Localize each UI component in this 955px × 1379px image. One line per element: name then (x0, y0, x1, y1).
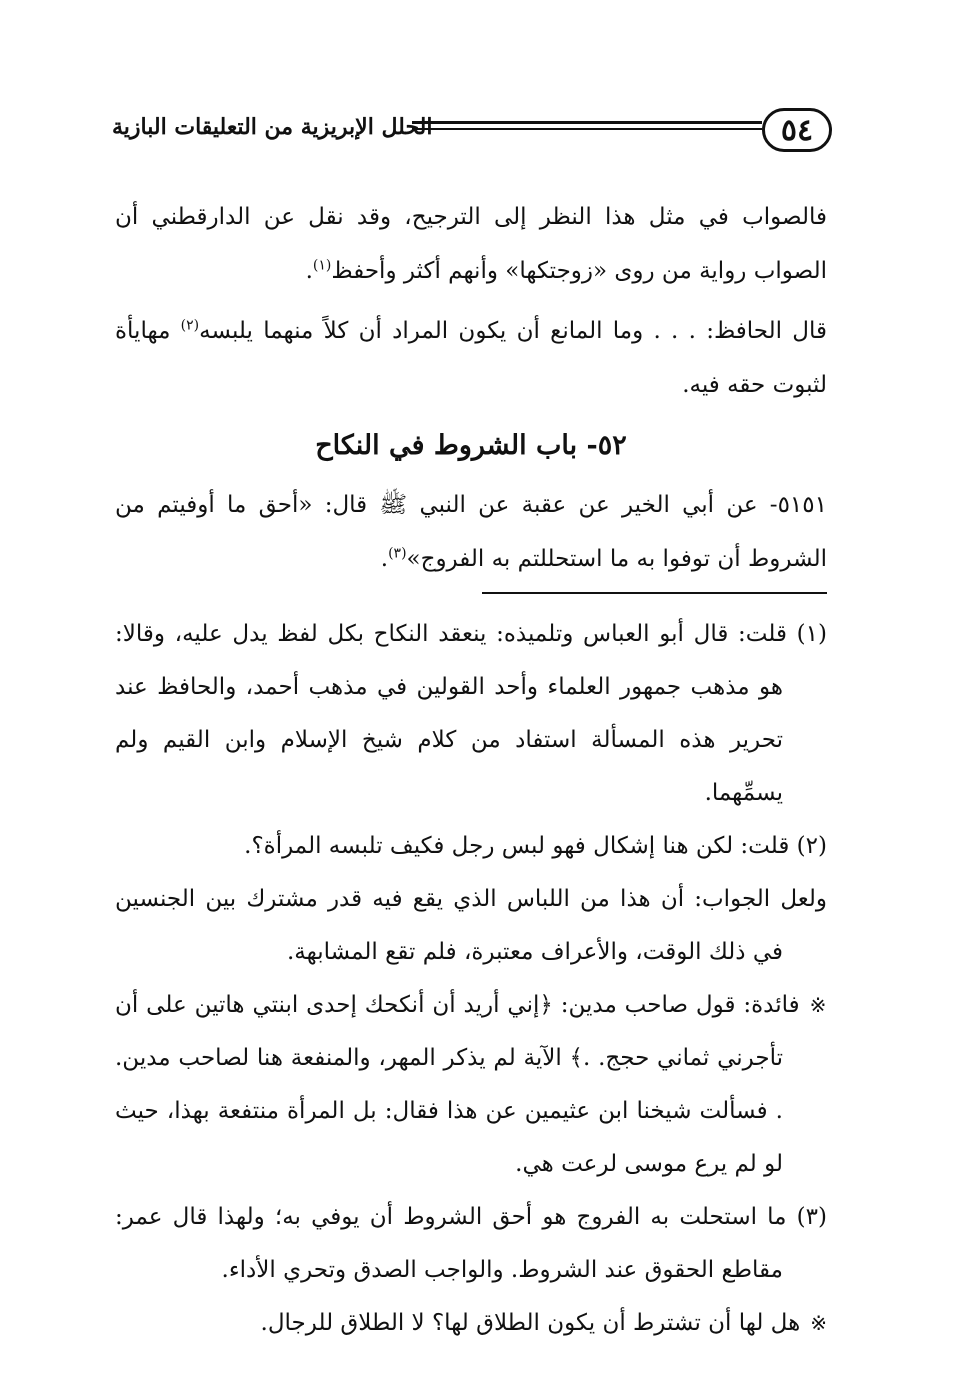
page-header (112, 108, 832, 158)
hadith-end: . (380, 546, 389, 572)
benefit-note (115, 979, 827, 1191)
asterisk-icon: ※ (810, 1311, 827, 1335)
hadith-paragraph (115, 478, 827, 586)
page-content (115, 190, 827, 1350)
footnote-ref-1: (١) (312, 257, 332, 274)
footnote-2-answer: ولعل الجواب: أن هذا من اللباس الذي يقع فيه قدر مشترك بين الجنسين في ذلك الوقت، والأعراف معتبرة، فلم تقع المشابهة. (115, 886, 827, 965)
footnote-ref-3: (٣) (388, 545, 407, 562)
paragraph-2-text-a: قال الحافظ: . . . وما المانع أن يكون المراد أن كلاً منهما يلبسه (199, 318, 828, 344)
benefit-text: فائدة: قول صاحب مدين: ﴿إني أريد أن أنكحك إحدى ابنتي هاتين على أن تأجرني ثماني حجج. .﴾ الآية لم يذكر المهر، والمنفعة هنا لصاحب مدين. . فسألت شيخنا ابن عثيمين عن هذا فقال: بل المرأة منتفعة بهذا، حيث لو لم يرع موسى لرعت هي. (115, 992, 800, 1177)
paragraph-1-text: فالصواب في مثل هذا النظر إلى الترجيح، وقد نقل عن الدارقطني أن الصواب رواية من روى «زوجتكها» وأنهم أكثر وأحفظ (115, 204, 827, 284)
asterisk-icon: ※ (809, 993, 827, 1017)
footnote-ref-2: (٢) (180, 317, 200, 334)
page-number: ٥٤ (762, 108, 832, 152)
question-note (115, 1297, 827, 1350)
paragraph-2 (115, 304, 827, 412)
paragraph-1-end: . (305, 258, 313, 284)
paragraph-2-text-b: مهايأة لثبوت حقه فيه. (115, 318, 827, 398)
footnote-separator (482, 592, 827, 594)
question-text: هل لها أن تشترط أن يكون الطلاق لها؟ لا الطلاق للرجال. (260, 1310, 801, 1336)
section-title: ٥٢- باب الشروط في النكاح (315, 430, 627, 461)
footnotes (115, 608, 827, 1350)
footnote-2: (٢) قلت: لكن هنا إشكال فهو لبس رجل فكيف تلبسه المرأة؟. (244, 833, 827, 859)
footnote-1: (١) قلت: قال أبو العباس وتلميذه: ينعقد النكاح بكل لفظ يدل عليه، وقالا: هو مذهب جمهور العلماء وأحد القولين في مذهب أحمد، والحافظ عند تحرير هذه المسألة استفاد من كلام شيخ الإسلام وابن القيم ولم يسمِّهما. (115, 621, 827, 806)
hadith-text: ٥١٥١- عن أبي الخير عن عقبة عن النبي ﷺ قال: «أحق ما أوفيتم من الشروط أن توفوا به ما استحللتم به الفروج» (115, 492, 827, 572)
paragraph-1 (115, 190, 827, 298)
header-rule (412, 121, 762, 130)
running-title: الحلل الإبريزية من التعليقات البازية (112, 114, 433, 140)
footnote-3: (٣) ما استحلت به الفروج هو أحق الشروط أن يوفي به؛ ولهذا قال عمر: مقاطع الحقوق عند الشروط. والواجب الصدق وتحري الأداء. (115, 1204, 827, 1283)
